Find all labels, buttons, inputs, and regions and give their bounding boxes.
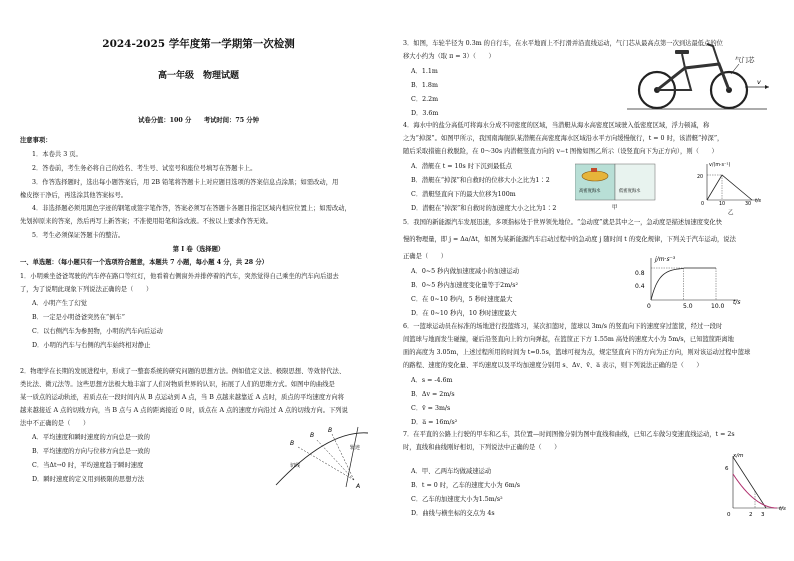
bike-seat — [675, 50, 689, 54]
q6-option-d: D．a̅ = 16m/s² — [411, 419, 458, 426]
score-info: 试卷分值：100 分 考试时间：75 分钟 — [138, 117, 259, 124]
tangent-line — [346, 427, 358, 487]
q1-option-b: B．一定是小明爸爸突然在“倒车” — [32, 314, 125, 321]
vt-ylabel: v/(m·s⁻¹) — [709, 163, 731, 168]
xt-chart-plot — [733, 456, 783, 508]
q6-stem: 面的高度为 3.05m，上述过程所用的时间为 t=0.5s，篮球可视为点，规定竖直向下的方向为正方向，则对该运动过程中篮球 — [403, 349, 751, 356]
vt-chart-plot — [707, 164, 759, 200]
q4-option-d: D．潜艇在“掉深”和自救时的加速度大小之比为1∶2 — [411, 205, 557, 212]
xt-xlabel: t/s — [779, 506, 786, 512]
q1-stem: 了，为了说明此现象下列说法正确的是（ ） — [20, 286, 153, 293]
label-b: B — [290, 440, 295, 447]
xt-straight-line — [733, 457, 766, 508]
velocity-arrowhead — [765, 85, 769, 89]
xt-x-tick-2: 2 — [749, 512, 753, 518]
q1-stem: 1．小明乘坐爸爸驾驶的汽车停在路口等红灯，他看着右侧窗外并排停着的汽车，突然觉得自己乘坐的汽车向后退去 — [20, 273, 339, 280]
part-heading: 一、单选题：（每小题只有一个选项符合题意，本题共 7 小题，每小题 4 分，共 28 分） — [20, 259, 268, 266]
q7-stem: 时，直线和曲线刚好相切，下列说法中正确的是（ ） — [403, 444, 561, 451]
q4-option-c: C．潜艇竖直向下的最大位移为100m — [411, 191, 516, 198]
jt-curve — [651, 268, 684, 300]
q2-option-a: A．平均速度和瞬时速度的方向总是一致的 — [32, 434, 150, 441]
caption-yi: 乙 — [728, 210, 734, 216]
note-line: 橡皮擦干净后，再选涂其他答案标号。 — [20, 192, 128, 199]
subject-title: 高一年级 物理试题 — [157, 71, 239, 81]
label-a: A — [356, 483, 361, 490]
q4-option-b: B．潜艇在“掉深”和自救时的位移大小之比为1∶2 — [411, 177, 550, 184]
vt-line — [707, 175, 752, 200]
chord-line — [316, 439, 354, 480]
q4-stem: 4．海水中的盐分高低可将海水分成不同密度的区域，当潜艇从海水高密度区域驶入低密度区域，浮力顿减，称 — [403, 122, 710, 129]
q5-option-d: D．在 0~10 秒内，10 秒时速度最大 — [411, 310, 517, 317]
xt-x-tick-3: 3 — [761, 512, 765, 518]
note-line: 2．答卷前，考生务必将自己的姓名、考生号、试室号和座位号填写在答题卡上。 — [32, 165, 257, 172]
label-valve: 气门芯 — [735, 56, 755, 64]
chord-line — [298, 447, 354, 480]
jt-x-tick-5: 5.0 — [683, 303, 693, 310]
q2-stem: 2．物理学在长期的发展进程中，形成了一整套系统的研究问题的思想方法。例如值定义法、极限思想、等效替代法、 — [20, 368, 346, 375]
q7-xt-chart — [723, 450, 789, 520]
q6-stem: 间篮球与地面发生碰撞，碰后沿竖直向上的方向弹起，在篮筐正下方 1.55m 高处的速度大小为 5m/s，已知篮筐距离地 — [403, 336, 734, 343]
q2-stem: 类比法、微元法等。这些思想方法极大地丰富了人们对物质世界的认识，拓展了人们的思维方式。如图中的曲线是 — [20, 381, 335, 388]
q1-option-c: C．以右侧汽车为参照物，小明的汽车向后运动 — [32, 328, 163, 335]
q4-option-a: A．潜艇在 t = 10s 时下沉到最低点 — [411, 163, 512, 170]
q2-option-b: B．平均速度的方向与位移方向总是一致的 — [32, 448, 150, 455]
q3-stem: 移大小约为（取 π = 3）（ ） — [403, 53, 495, 60]
jt-y-tick-08: 0.8 — [635, 270, 645, 277]
seat-post — [682, 54, 685, 68]
notes-heading: 注意事项： — [20, 137, 52, 144]
q4-stem: 之为“掉深”。如图甲所示，我国南海舰队某潜艇在高密度海水区域沿水平方向缓慢航行，t = 0 时，该潜艇“掉深”， — [403, 135, 724, 142]
q2-stem: 法中不正确的是（ ） — [20, 420, 90, 427]
label-v: v — [757, 78, 761, 86]
q1-option-d: D．小明的汽车与右侧的汽车始终相对静止 — [32, 342, 151, 349]
q3-stem: 3．如图，车轮半径为 0.3m 的自行车，在水平地面上不打滑并沿直线运动，气门芯从最高点第一次到达最低点的位 — [403, 40, 723, 47]
q2-stem: 越来越接近 A 点的切线方向，当 B 点与 A 点的距离接近 0 时，质点在 A 点的速度方向沿过 A 点的切线方向。下列说 — [20, 407, 348, 414]
q2-trajectory-figure — [268, 425, 378, 493]
q7-stem: 7．在平直的公路上行驶的甲车和乙车，其位置—时间图像分别为图中直线和曲线，已知乙车做匀变速直线运动，t = 2s — [403, 431, 735, 438]
jt-x-tick-0: 0 — [647, 303, 651, 310]
q4-submarine-figure — [575, 158, 657, 212]
q6-option-c: C．v̄ = 3m/s — [411, 405, 451, 412]
xt-ylabel: x/m — [733, 453, 744, 459]
q3-option-c: C．2.2m — [411, 96, 439, 103]
note-line: 1．本卷共 3 页。 — [32, 151, 82, 158]
q3-option-a: A．1.1m — [411, 68, 438, 75]
q2-option-d: D．瞬时速度的定义用到极限的思想方法 — [32, 476, 145, 483]
note-line: 5．考生必须保证答题卡的整洁。 — [32, 232, 125, 239]
q2-option-c: C．当Δt→0 时，平均速度趋于瞬时速度 — [32, 462, 144, 469]
xt-y-tick: 6 — [725, 466, 729, 472]
note-line: 4．非选择题必须用黑色字迹的钢笔或签字笔作答，答案必须写在答题卡各题目指定区域内相应位置上；如需改动， — [32, 205, 351, 212]
q1-option-a: A．小明产生了幻觉 — [32, 300, 87, 307]
q5-option-b: B．0~5 秒内加速度变化量等于2m/s² — [411, 282, 519, 289]
q6-option-a: A．s = -4.6m — [411, 377, 453, 384]
q4-vt-chart — [695, 158, 765, 216]
note-line: 先划掉原来的答案，然后再写上新答案；不准使用铅笔和涂改液。不按以上要求作答无效。 — [20, 218, 272, 225]
q6-stem: 的路程、速度的变化量、平均速度以及平均加速度分别用 s、Δv、v̄、a̅ 表示，则下列说法正确的是（ ） — [403, 362, 703, 369]
section-title: 第 I 卷（选择题） — [172, 246, 225, 253]
q7-option-d: D．曲线与横坐标的交点为 4s — [411, 510, 495, 517]
q3-option-b: B．1.8m — [411, 82, 438, 89]
handlebar — [707, 44, 719, 64]
label-tangent: 切线 — [290, 463, 301, 469]
q7-option-b: B．t = 0 时，乙车的速度大小为 6m/s — [411, 482, 521, 489]
label-b: B — [310, 432, 315, 439]
q5-stem: 正确是（ ） — [403, 253, 448, 260]
q5-stem: 慢的物理量，即 j = Δa/Δt，如图为某新能源汽车启动过程中的急动度 j 随时间 t 的变化规律，下列关于汽车运动，说法 — [403, 236, 736, 243]
q5-stem: 5．我国的新能源汽车发展迅速，多项指标处于世界领先地位。“急动度”就是其中之一，急动度是描述加速度变化快 — [403, 219, 722, 226]
jt-x-tick-10: 10.0 — [711, 303, 725, 310]
xt-x-tick-0: 0 — [727, 512, 731, 518]
q5-option-c: C．在 0~10 秒内，5 秒时速度最大 — [411, 296, 513, 303]
label-b: B — [328, 427, 333, 434]
label-high-density: 高密度海水 — [579, 189, 601, 194]
exam-title: 2024-2025 学年度第一学期第一次检测 — [102, 38, 295, 50]
q3-option-d: D．3.6m — [411, 110, 439, 117]
q3-bicycle-figure — [627, 38, 777, 113]
jt-chart-plot — [651, 258, 737, 300]
q6-option-b: B．Δv = 2m/s — [411, 391, 455, 398]
chord-line — [332, 434, 354, 480]
q7-option-c: C．乙车的加速度大小为1.5m/s² — [411, 496, 503, 503]
jt-xlabel: t/s — [733, 299, 741, 306]
submarine — [582, 171, 608, 181]
q5-jt-chart — [633, 254, 745, 312]
q4-stem: 随后采取措施自救脱险，在 0～30s 内潜艇竖直方向的 v−t 图像如图乙所示（设竖直向下为正方向），则（ ） — [403, 148, 718, 155]
jt-ylabel: j/m·s⁻³ — [655, 256, 676, 263]
submarine-tower — [591, 168, 597, 172]
q2-stem: 某一质点的运动轨迹，若质点在一段时间内从 B 点运动到 A 点，当 B 点越来越靠近 A 点时，质点的平均速度方向将 — [20, 394, 345, 401]
vt-x-tick-10: 10 — [719, 202, 726, 207]
jt-y-tick-04: 0.4 — [635, 283, 645, 290]
vt-x-tick-30: 30 — [745, 202, 752, 207]
low-density-water — [615, 164, 655, 200]
q6-stem: 6．一篮球运动员在标准的场地进行投篮练习，某次扣篮时，篮球以 3m/s 的竖直向下的速度穿过篮筐，经过一段时 — [403, 323, 723, 330]
vt-y-tick: 20 — [697, 175, 704, 180]
label-trajectory: 轨迹 — [350, 445, 361, 451]
q7-option-a: A．甲、乙两车均做减速运动 — [411, 468, 492, 475]
caption-jia: 甲 — [612, 205, 618, 211]
q5-option-a: A．0~5 秒内做加速度减小的加速运动 — [411, 268, 519, 275]
note-line: 3．作答选择题时，选出每小题答案后，用 2B 铅笔将答题卡上对应题目选项的答案信息点涂黑；如需改动，用 — [32, 179, 339, 186]
vt-xlabel: t/s — [755, 199, 761, 204]
label-low-density: 低密度海水 — [619, 189, 641, 194]
vt-x-tick-0: 0 — [701, 202, 705, 207]
